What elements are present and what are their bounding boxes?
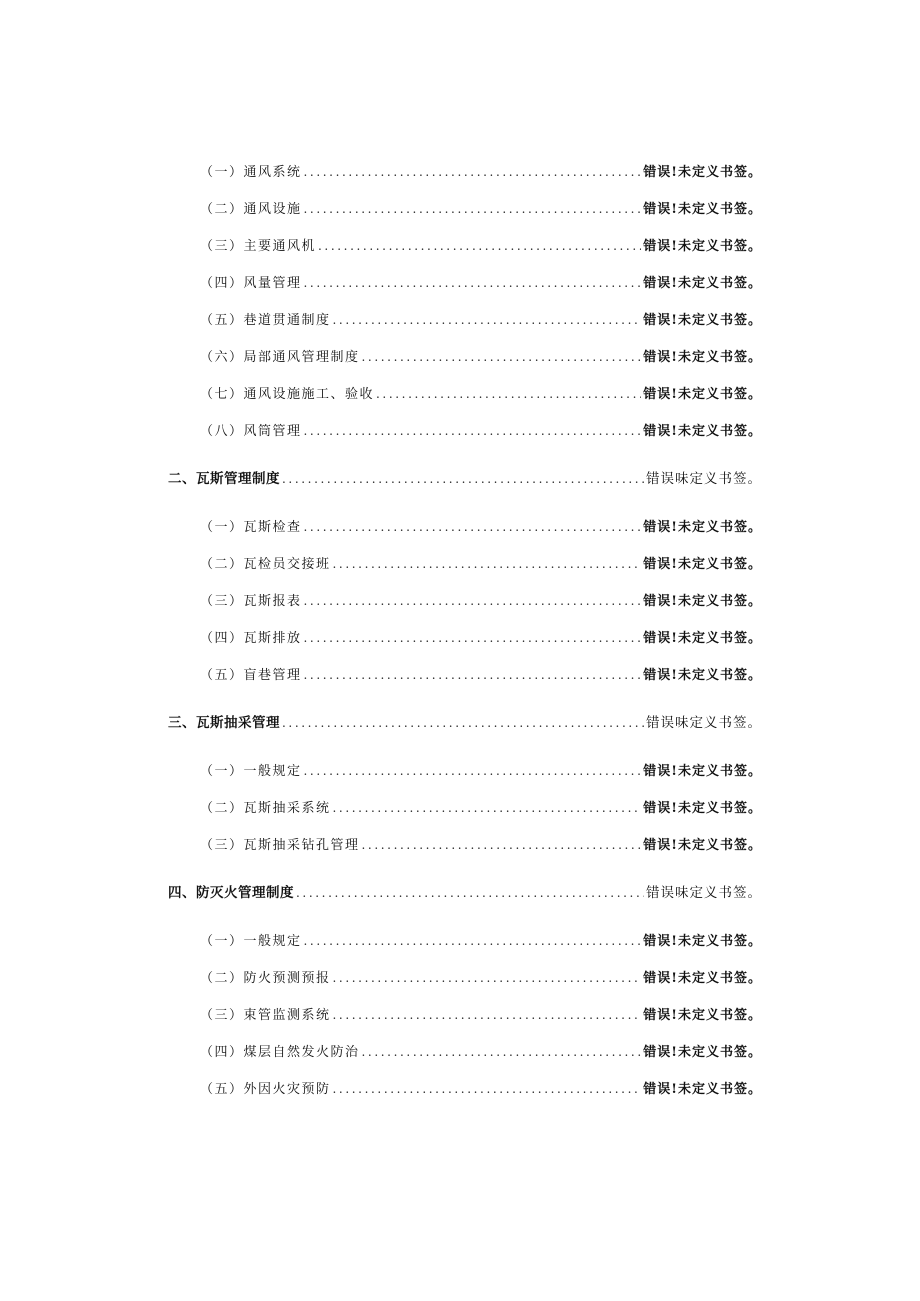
toc-dot-leader: [304, 761, 642, 781]
toc-dot-leader: [362, 1042, 642, 1062]
toc-page-reference: 错误!未定义书签。: [643, 631, 762, 646]
toc-dot-leader: [282, 713, 644, 733]
toc-entry-title: （一）通风系统: [200, 165, 302, 180]
toc-page-reference: 错误!未定义书签。: [643, 1008, 762, 1023]
toc-page-reference: 错误!未定义书签。: [643, 1045, 762, 1060]
toc-page-reference: 错误!未定义书签。: [643, 668, 762, 683]
toc-dot-leader: [304, 517, 642, 537]
toc-page-reference: 错误!未定义书签。: [643, 350, 762, 365]
toc-page-reference: 错误!未定义书签。: [643, 165, 762, 180]
toc-page-reference: 错误!未定义书签。: [643, 313, 762, 328]
toc-dot-leader: [333, 554, 642, 574]
toc-subsection-entry[interactable]: [200, 421, 762, 441]
toc-subsection-entry[interactable]: [200, 1005, 762, 1025]
toc-section-entry[interactable]: [168, 469, 762, 489]
toc-subsection-entry[interactable]: [200, 761, 762, 781]
toc-page-reference: 错误!未定义书签。: [643, 239, 762, 254]
toc-dot-leader: [333, 310, 642, 330]
toc-section-entry[interactable]: [168, 883, 762, 903]
toc-page-reference: 错误!未定义书签。: [643, 424, 762, 439]
toc-subsection-entry[interactable]: [200, 665, 762, 685]
toc-dot-leader: [304, 273, 642, 293]
toc-entry-title: （三）瓦斯抽采钻孔管理: [200, 838, 360, 853]
toc-dot-leader: [362, 835, 642, 855]
toc-page-reference: 错误!未定义书签。: [643, 387, 762, 402]
toc-entry-title: （三）主要通风机: [200, 239, 317, 254]
toc-entry-title: （四）瓦斯排放: [200, 631, 302, 646]
toc-subsection-entry[interactable]: [200, 798, 762, 818]
toc-subsection-entry[interactable]: [200, 199, 762, 219]
toc-entry-title: （三）束管监测系统: [200, 1008, 331, 1023]
toc-dot-leader: [362, 347, 642, 367]
toc-dot-leader: [333, 1005, 642, 1025]
toc-page-reference: 错误味定义书签。: [646, 885, 762, 901]
toc-page-reference: 错误!未定义书签。: [643, 594, 762, 609]
toc-subsection-entry[interactable]: [200, 931, 762, 951]
toc-page-reference: 错误!未定义书签。: [643, 276, 762, 291]
toc-entry-title: （四）风量管理: [200, 276, 302, 291]
toc-dot-leader: [304, 591, 642, 611]
toc-section-entry[interactable]: [168, 713, 762, 733]
toc-entry-title: 四、防灭火管理制度: [168, 885, 294, 901]
toc-dot-leader: [304, 931, 642, 951]
toc-dot-leader: [304, 665, 642, 685]
toc-dot-leader: [304, 199, 642, 219]
toc-page-reference: 错误!未定义书签。: [643, 764, 762, 779]
toc-dot-leader: [376, 384, 641, 404]
toc-subsection-entry[interactable]: [200, 628, 762, 648]
toc-subsection-entry[interactable]: [200, 591, 762, 611]
toc-entry-title: 二、瓦斯管理制度: [168, 471, 280, 487]
toc-entry-title: （五）巷道贯通制度: [200, 313, 331, 328]
toc-page-reference: 错误!未定义书签。: [643, 1082, 762, 1097]
toc-dot-leader: [296, 883, 644, 903]
toc-entry-title: （四）煤层自然发火防治: [200, 1045, 360, 1060]
toc-entry-title: （八）风筒管理: [200, 424, 302, 439]
toc-page-reference: 错误味定义书签。: [646, 471, 762, 487]
toc-subsection-entry[interactable]: [200, 517, 762, 537]
toc-subsection-entry[interactable]: [200, 310, 762, 330]
toc-entry-title: （三）瓦斯报表: [200, 594, 302, 609]
toc-subsection-entry[interactable]: [200, 384, 762, 404]
toc-entry-title: 三、瓦斯抽采管理: [168, 715, 280, 731]
toc-entry-title: （六）局部通风管理制度: [200, 350, 360, 365]
toc-dot-leader: [318, 236, 641, 256]
toc-page-reference: 错误!未定义书签。: [643, 202, 762, 217]
toc-page-reference: 错误味定义书签。: [646, 715, 762, 731]
toc-entry-title: （五）盲巷管理: [200, 668, 302, 683]
toc-subsection-entry[interactable]: [200, 1079, 762, 1099]
toc-page-reference: 错误!未定义书签。: [643, 557, 762, 572]
toc-dot-leader: [304, 162, 642, 182]
toc-subsection-entry[interactable]: [200, 347, 762, 367]
toc-entry-title: （二）防火预测预报: [200, 971, 331, 986]
toc-entry-title: （一）一般规定: [200, 764, 302, 779]
toc-dot-leader: [282, 469, 644, 489]
toc-dot-leader: [333, 1079, 642, 1099]
toc-page-reference: 错误!未定义书签。: [643, 520, 762, 535]
toc-dot-leader: [333, 798, 642, 818]
toc-subsection-entry[interactable]: [200, 236, 762, 256]
toc-subsection-entry[interactable]: [200, 162, 762, 182]
toc-page-reference: 错误!未定义书签。: [643, 971, 762, 986]
toc-dot-leader: [304, 421, 642, 441]
toc-page-reference: 错误!未定义书签。: [643, 801, 762, 816]
toc-entry-title: （七）通风设施施工、验收: [200, 387, 375, 402]
toc-entry-title: （五）外因火灾预防: [200, 1082, 331, 1097]
toc-dot-leader: [333, 968, 642, 988]
toc-subsection-entry[interactable]: [200, 273, 762, 293]
toc-entry-title: （二）通风设施: [200, 202, 302, 217]
toc-dot-leader: [304, 628, 642, 648]
toc-page-reference: 错误!未定义书签。: [643, 838, 762, 853]
toc-subsection-entry[interactable]: [200, 835, 762, 855]
toc-entry-title: （一）瓦斯检查: [200, 520, 302, 535]
toc-entry-title: （一）一般规定: [200, 934, 302, 949]
toc-subsection-entry[interactable]: [200, 1042, 762, 1062]
toc-page-reference: 错误!未定义书签。: [643, 934, 762, 949]
toc-subsection-entry[interactable]: [200, 554, 762, 574]
toc-entry-title: （二）瓦检员交接班: [200, 557, 331, 572]
toc-entry-title: （二）瓦斯抽采系统: [200, 801, 331, 816]
toc-subsection-entry[interactable]: [200, 968, 762, 988]
